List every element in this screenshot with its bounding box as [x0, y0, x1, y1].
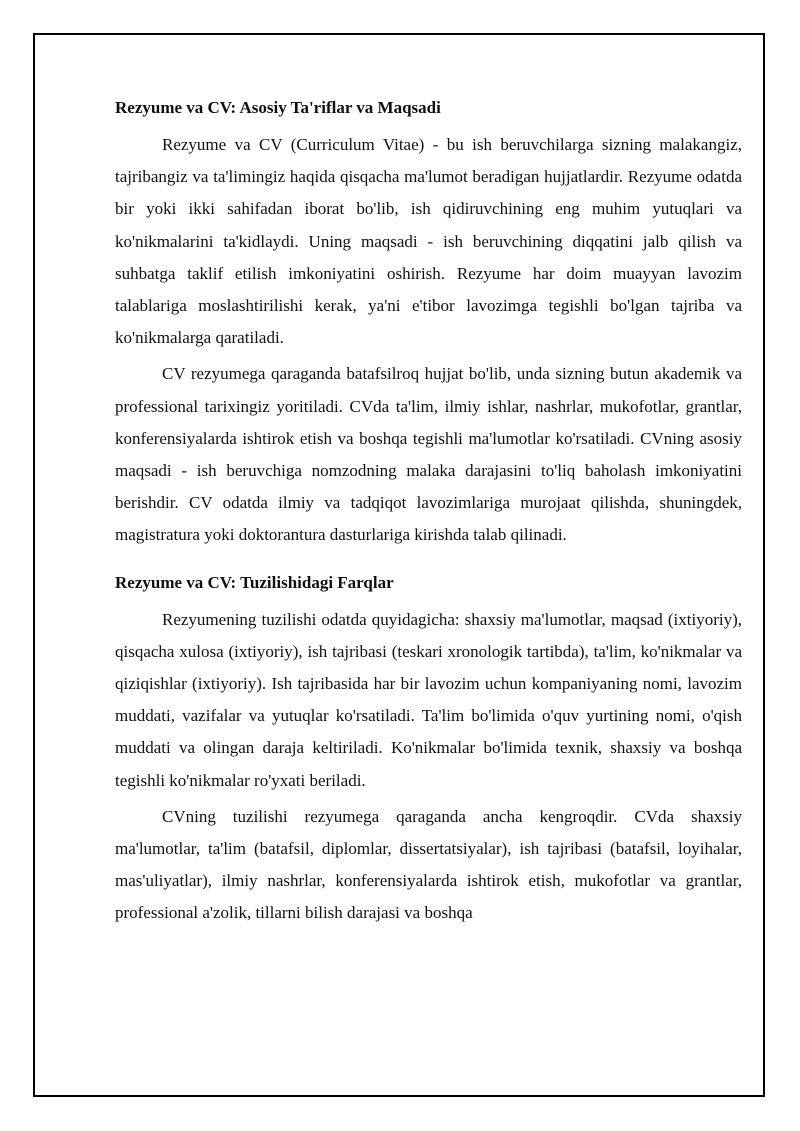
- paragraph-cv-definition: CV rezyumega qaraganda batafsilroq hujjat bo'lib, unda sizning butun akademik va professional tarixingiz yoritiladi. CVda ta'lim, ilmiy ishlar, nashrlar, mukofotlar, grantlar, konferensiyalarda ishtirok etish va boshqa tegishli ma'lumotlar ko'rsatiladi. CVning asosiy maqsadi - ish beruvchiga nomzodning malaka darajasini to'liq baholash imkoniyatini berishdir. CV odatda ilmiy va tadqiqot lavozimlariga murojaat qilishda, shuningdek, magistratura yoki doktorantura dasturlariga kirishda talab qilinadi.: [115, 364, 742, 545]
- paragraph-rezyume-structure: Rezyumening tuzilishi odatda quyidagicha: shaxsiy ma'lumotlar, maqsad (ixtiyoriy), qisqacha xulosa (ixtiyoriy), ish tajribasi (teskari xronologik tartibda), ta'lim, ko'nikmalar va qiziqishlar (ixtiyoriy). Ish tajribasida har bir lavozim uchun kompaniyaning nomi, lavozim muddati, vazifalar va yutuqlar ko'rsatiladi. Ta'lim bo'limida o'quv yurtining nomi, o'qish muddati va olingan daraja keltiriladi. Ko'nikmalar bo'limida texnik, shaxsiy va boshqa tegishli ko'nikmalar ro'yxati beriladi.: [115, 609, 742, 790]
- document-body: [115, 97, 742, 934]
- paragraph-cv-structure: CVning tuzilishi rezyumega qaraganda ancha kengroqdir. CVda shaxsiy ma'lumotlar, ta'lim (batafsil, diplomlar, dissertatsiyalar), ish tajribasi (batafsil, loyihalar, mas'uliyatlar), ilmiy nashrlar, konferensiyalarda ishtirok etish, mukofotlar va grantlar, professional a'zolik, tillarni bilish darajasi va boshqa: [115, 806, 742, 923]
- section-heading-definitions: Rezyume va CV: Asosiy Ta'riflar va Maqsadi: [115, 98, 441, 117]
- paragraph-rezyume-definition: Rezyume va CV (Curriculum Vitae) - bu ish beruvchilarga sizning malakangiz, tajribangiz va ta'limingiz haqida qisqacha ma'lumot beradigan hujjatlardir. Rezyume odatda bir yoki ikki sahifadan iborat bo'lib, ish qidiruvchining eng muhim yutuqlari va ko'nikmalarini ta'kidlaydi. Uning maqsadi - ish beruvchining diqqatini jalb qilish va suhbatga taklif etilish imkoniyatini oshirish. Rezyume har doim muayyan lavozim talablariga moslashtirilishi kerak, ya'ni e'tibor lavozimga tegishli bo'lgan tajriba va ko'nikmalarga qaratiladi.: [115, 135, 742, 348]
- section-heading-structure: Rezyume va CV: Tuzilishidagi Farqlar: [115, 572, 394, 592]
